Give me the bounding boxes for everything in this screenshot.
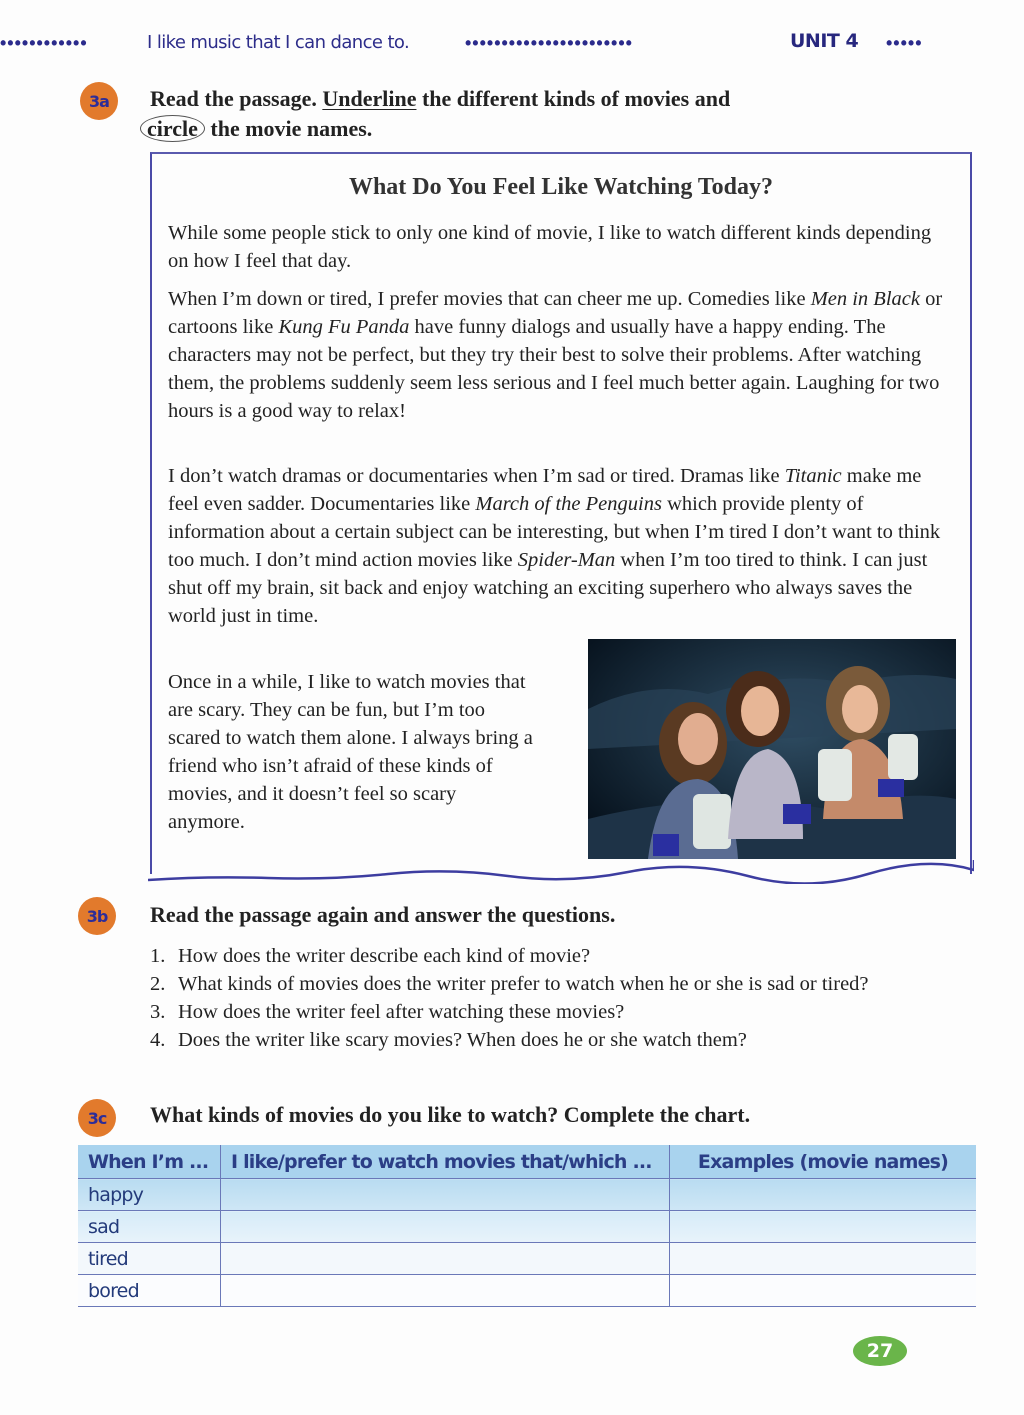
movie-name: Kung Fu Panda xyxy=(278,316,410,338)
paragraph-2 xyxy=(168,285,954,425)
instruction-3b: Read the passage again and answer the questions. xyxy=(150,902,616,927)
question-text: How does the writer feel after watching these movies? xyxy=(178,1001,625,1023)
answer-cell[interactable] xyxy=(670,1243,977,1275)
passage-title: What Do You Feel Like Watching Today? xyxy=(348,174,774,200)
question-item xyxy=(150,998,970,1026)
answer-cell[interactable] xyxy=(670,1211,977,1243)
unit-label: UNIT 4 xyxy=(790,30,859,52)
answer-cell[interactable] xyxy=(221,1179,670,1211)
circle-word: circle xyxy=(140,115,205,142)
movie-name: Spider-Man xyxy=(517,549,616,571)
instruction-text: the different kinds of movies and xyxy=(416,86,731,111)
question-number: 3. xyxy=(150,1001,166,1023)
row-label: bored xyxy=(78,1275,221,1307)
underline-word: Underline xyxy=(322,86,417,111)
question-text: Does the writer like scary movies? When does he or she watch them? xyxy=(178,1029,747,1051)
table-row xyxy=(78,1211,976,1243)
header-dots-left: •••••••••••• xyxy=(0,33,88,53)
instruction-3c: What kinds of movies do you like to watch? Complete the chart. xyxy=(150,1102,751,1127)
table-row xyxy=(78,1243,976,1275)
column-header: When I’m ... xyxy=(78,1145,221,1179)
section-badge-3a: 3a xyxy=(80,82,118,120)
photo-illustration xyxy=(588,639,956,859)
question-number: 1. xyxy=(150,945,166,967)
movie-chart-table xyxy=(78,1145,976,1307)
header-dots-right: ••••• xyxy=(886,33,923,53)
instruction-3a xyxy=(147,84,731,144)
answer-cell[interactable] xyxy=(670,1275,977,1307)
question-item xyxy=(150,1026,970,1054)
table-header-row xyxy=(78,1145,976,1179)
answer-cell[interactable] xyxy=(670,1179,977,1211)
passage-wavy-border xyxy=(148,860,974,884)
text-span: When I’m down or tired, I prefer movies that can cheer me up. Comedies like xyxy=(168,288,811,310)
paragraph-1: While some people stick to only one kind of movie, I like to watch different kinds depending on how I feel that day. xyxy=(168,222,932,272)
question-text: How does the writer describe each kind of movie? xyxy=(178,945,591,967)
question-text: What kinds of movies does the writer prefer to watch when he or she is sad or tired? xyxy=(178,973,869,995)
row-label: sad xyxy=(78,1211,221,1243)
page-number: 27 xyxy=(853,1336,907,1366)
question-number: 4. xyxy=(150,1029,166,1051)
paragraph-4: Once in a while, I like to watch movies that are scary. They can be fun, but I’m too scared to watch them alone. I always bring a friend who isn’t afraid of these kinds of movies, and it doesn’t feel so scary anymore. xyxy=(168,671,533,833)
text-span: which provide plenty of information about a certain subject can be interesting, but when I’m tired I don’t want to think too much. I don’t mind action movies like xyxy=(168,493,941,571)
movie-name: Men in Black xyxy=(810,288,920,310)
text-span: make me feel even sadder. Documentaries like xyxy=(168,465,922,515)
text-span: or cartoons like xyxy=(168,288,943,338)
question-item xyxy=(150,970,970,998)
column-header: Examples (movie names) xyxy=(670,1145,977,1179)
instruction-text: Read the passage. xyxy=(150,86,323,111)
row-label: happy xyxy=(78,1179,221,1211)
table-row xyxy=(78,1275,976,1307)
answer-cell[interactable] xyxy=(221,1211,670,1243)
column-header: I like/prefer to watch movies that/which ... xyxy=(221,1145,670,1179)
movie-name: March of the Penguins xyxy=(475,493,662,515)
reading-passage xyxy=(150,152,972,874)
instruction-text: the movie names. xyxy=(204,116,373,141)
question-list xyxy=(150,942,970,1054)
table-row xyxy=(78,1179,976,1211)
paragraph-3 xyxy=(168,462,954,630)
row-label: tired xyxy=(78,1243,221,1275)
section-badge-3c: 3c xyxy=(78,1099,116,1137)
header-dots-middle: ••••••••••••••••••••••• xyxy=(465,33,633,53)
answer-cell[interactable] xyxy=(221,1243,670,1275)
movie-theater-photo xyxy=(588,639,956,859)
question-number: 2. xyxy=(150,973,166,995)
text-span: I don’t watch dramas or documentaries when I’m sad or tired. Dramas like xyxy=(168,465,785,487)
answer-cell[interactable] xyxy=(221,1275,670,1307)
header-title: I like music that I can dance to. xyxy=(147,32,410,53)
question-item xyxy=(150,942,970,970)
section-badge-3b: 3b xyxy=(78,897,116,935)
page-header xyxy=(0,30,1000,58)
text-span: when I’m too tired to think. I can just shut off my brain, sit back and enjoy watching an exciting superhero who always saves the world just in time. xyxy=(168,549,928,627)
text-span: have funny dialogs and usually have a happy ending. The characters may not be perfect, but they try their best to solve their problems. After watching them, the problems suddenly seem less serious and I feel much better again. Laughing for two hours is a good way to relax! xyxy=(168,316,940,422)
movie-name: Titanic xyxy=(784,465,842,487)
